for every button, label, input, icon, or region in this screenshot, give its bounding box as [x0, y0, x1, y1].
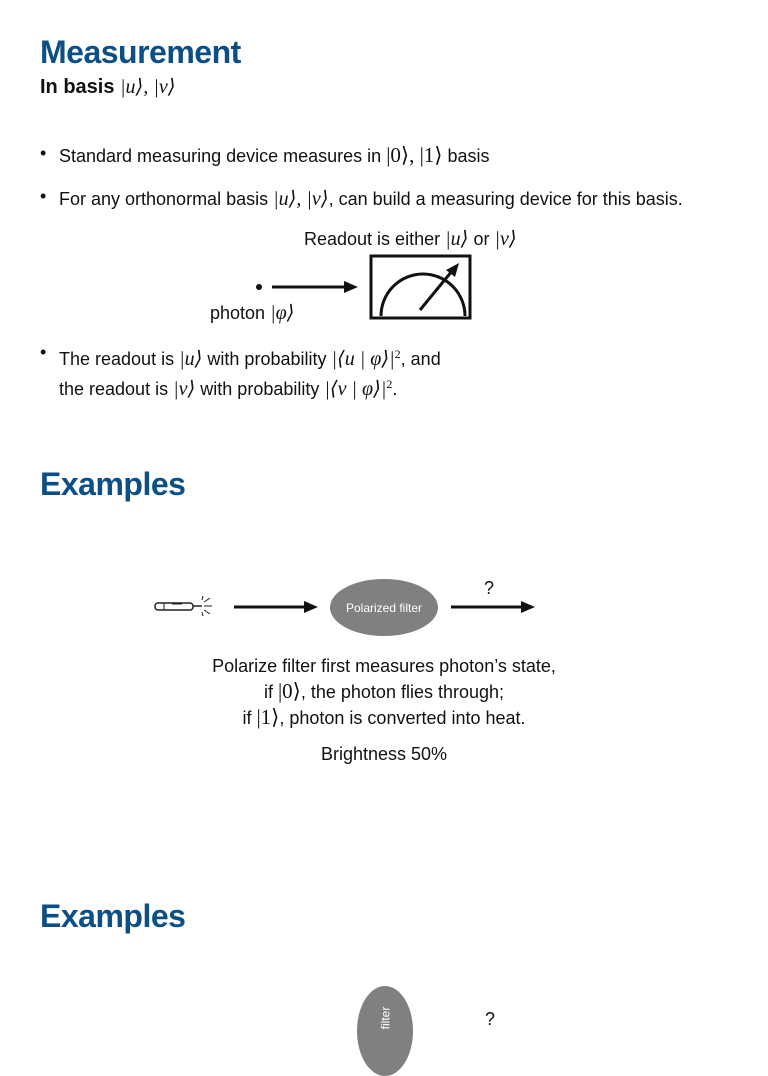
filter-output-arrow [449, 599, 539, 615]
caption-line2 [0, 679, 768, 705]
slide1-title: Measurement [40, 34, 241, 70]
question-mark-2: ? [485, 1009, 496, 1029]
bullet3-exp-v: 2 [386, 377, 393, 391]
caption-line1: Polarize filter first measures photon’s state, [212, 656, 556, 676]
photon-label [210, 300, 294, 325]
readout-u: |u⟩ [445, 228, 469, 250]
caption-line2-math: |0⟩ [277, 679, 301, 703]
subtitle-math: |u⟩, |v⟩ [120, 76, 176, 98]
bullet3-line1-suffix: , and [400, 349, 441, 369]
photon-arrowhead [344, 281, 358, 293]
caption-line3 [0, 705, 768, 731]
caption-line3-math: |1⟩ [256, 705, 280, 729]
bullet-dot: • [40, 143, 47, 163]
bullet3-math-v: |v⟩ [173, 378, 196, 400]
bullet-dot: • [40, 342, 47, 362]
bullet3-math-u: |u⟩ [179, 348, 203, 370]
bullet3-line2-mid: with probability [200, 379, 320, 399]
laser-to-filter-arrow [232, 599, 322, 615]
caption-line3-prefix: if [242, 708, 252, 728]
bullet3-exp-u: 2 [394, 347, 401, 361]
readout-label [304, 226, 517, 251]
subtitle-prefix: In basis [40, 76, 115, 98]
bullet3-prob-u: |⟨u | φ⟩| [331, 348, 395, 370]
laser-pointer-icon [152, 594, 222, 620]
bullet1-suffix: basis [447, 146, 490, 166]
bullet3-line2-prefix: the readout is [59, 379, 169, 399]
polarized-filter [330, 579, 438, 636]
readout-prefix: Readout is either [304, 229, 441, 249]
bullet2-prefix: For any orthonormal basis [59, 189, 269, 209]
bullet2-suffix: , can build a measuring device for this basis. [328, 189, 683, 209]
bullet-dot: • [40, 186, 47, 206]
caption-line3-suffix: , photon is converted into heat. [279, 708, 526, 728]
bullet2-math: |u⟩, |v⟩ [273, 188, 329, 210]
rotated-filter-label: filter [377, 1006, 392, 1030]
photon-text: photon [210, 303, 266, 323]
slide2-title: Examples [40, 466, 186, 502]
bullet3-line1-prefix: The readout is [59, 349, 175, 369]
slide3-title: Examples [40, 898, 186, 934]
bullet1-prefix: Standard measuring device measures in [59, 146, 382, 166]
bullet1-math: |0⟩, |1⟩ [386, 143, 443, 167]
bullet3-line1-mid: with probability [207, 349, 327, 369]
readout-or: or [473, 229, 490, 249]
photon-dot [256, 284, 262, 290]
polarized-filter-label: Polarized filter [345, 600, 423, 615]
photon-math: |φ⟩ [270, 302, 295, 324]
bullet3-line2-suffix: . [392, 379, 398, 399]
slide1-subtitle [40, 74, 176, 99]
readout-v: |v⟩ [494, 228, 517, 250]
question-mark: ? [484, 578, 495, 598]
filter-caption [0, 654, 768, 731]
brightness-label: Brightness 50% [320, 744, 448, 764]
caption-line2-suffix: , the photon flies through; [300, 682, 505, 702]
caption-line2-prefix: if [263, 682, 273, 702]
bullet3-prob-v: |⟨v | φ⟩| [324, 378, 387, 400]
meter-dial-arc [381, 274, 465, 316]
rotated-polarized-filter [357, 986, 413, 1076]
